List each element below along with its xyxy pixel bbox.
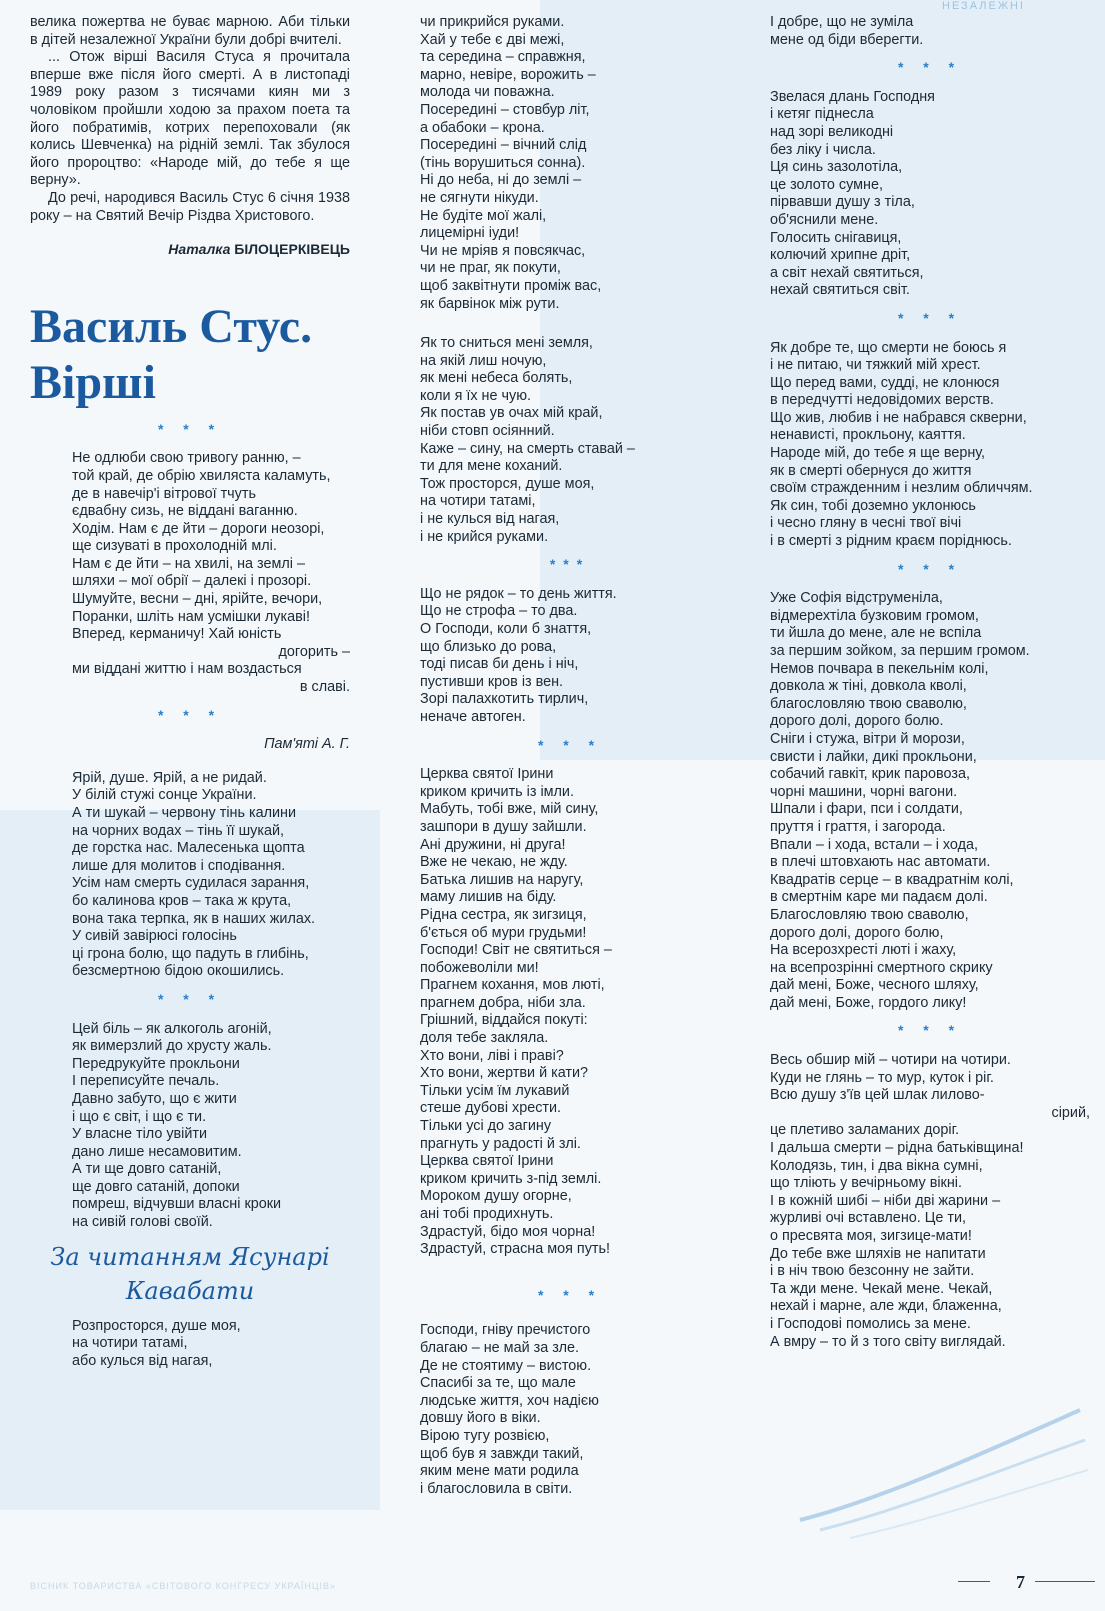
poem-line: Здрастуй, страсна моя путь! xyxy=(420,1241,610,1258)
poem-line: де в навечір'і вітрової тчуть xyxy=(72,485,256,502)
poem-line: Колодязь, тин, і два вікна сумні, xyxy=(770,1157,983,1174)
poem-line: мене од біди вберегти. xyxy=(770,31,924,48)
poem-5 xyxy=(420,335,720,546)
column-3 xyxy=(770,14,1090,1351)
poem-line: дорого долі, дорого болю. xyxy=(770,713,944,730)
poem-line: пірвавши душу з тіла, xyxy=(770,194,915,211)
poem-line: Всю душу з'їв цей шлак лилово- xyxy=(770,1087,985,1104)
poem-line: колючий хрипне дріт, xyxy=(770,247,911,264)
poem-line: в плечі штовхають нас автомати. xyxy=(770,854,991,871)
poem-line: І добре, що не зуміла xyxy=(770,14,914,30)
poem-line: в смертнім каре ми падаєм долі. xyxy=(770,889,988,906)
poem-4-continued xyxy=(420,14,720,313)
stanza-separator: * * * xyxy=(537,1286,603,1303)
poem-line: в передчутті недовідомих верств. xyxy=(770,392,994,409)
wave-decoration xyxy=(790,1390,1090,1540)
poem-line: Квадратів серце – в квадратнім колі, xyxy=(770,871,1014,888)
poem-line: і кетяг піднесла xyxy=(770,106,874,123)
poem-line: Зорі палахкотить тирлич, xyxy=(420,691,589,708)
poem-line: ми віддані життю і нам воздасться xyxy=(72,661,302,678)
poem-line: Що не строфа – то два. xyxy=(420,603,578,620)
heading-line-2: Кавабати xyxy=(125,1276,255,1305)
poem-line: собачий гавкіт, крик паровоза, xyxy=(770,766,970,783)
poem-line: У сивій завірюсі голосінь xyxy=(72,928,237,945)
poem-line: яким мене мати родила xyxy=(420,1463,579,1480)
column-2 xyxy=(420,14,720,1498)
poem-line: вона така терпка, як в наших жилах. xyxy=(72,910,316,927)
poem-line: Вже не чекаю, не жду. xyxy=(420,854,568,871)
poem-line: Що перед вами, судді, не клонюся xyxy=(770,374,1000,391)
poem-line: на сивій голові своїй. xyxy=(72,1214,213,1231)
poem-line: нехай святиться світ. xyxy=(770,282,910,299)
poem-line: своїм стражденним і незлим обличчям. xyxy=(770,480,1033,497)
poem-line: щоб був я завжди такий, xyxy=(420,1445,584,1462)
poem-line: Хто вони, ліві і праві? xyxy=(420,1047,564,1064)
poem-line: і що є світ, і що є ти. xyxy=(72,1108,207,1125)
poem-line: безсмертною бідою окошились. xyxy=(72,963,285,980)
poem-line: ти для мене коханий. xyxy=(420,458,563,475)
poem-line: Куди не глянь – то мур, куток і ріг. xyxy=(770,1069,994,1086)
poem-line: прагнем добра, ніби зла. xyxy=(420,994,586,1011)
poem-line: Тільки усім їм лукавий xyxy=(420,1082,570,1099)
poem-line: молода чи поважна. xyxy=(420,84,555,101)
stanza-separator: * * * xyxy=(897,59,963,76)
stanza-separator: * * * xyxy=(157,990,223,1007)
poem-line: бо калинова кров – така ж крута, xyxy=(72,892,292,909)
poem-line: єдвабну сизь, не віддані ваганню. xyxy=(72,503,298,520)
stanza-separator: * * * xyxy=(537,736,603,753)
poem-line: (тінь ворушиться сонна). xyxy=(420,154,586,171)
poem-line: Впали – і хода, встали – і хода, xyxy=(770,836,979,853)
poem-line: криком кричить із імли. xyxy=(420,783,574,800)
poem-line: Господи! Світ не святиться – xyxy=(420,942,612,959)
poem-line: Що жив, любив і не набрався скверни, xyxy=(770,409,1027,426)
stanza-separator: * * * xyxy=(897,560,963,577)
poem-line: Господи, гніву пречистого xyxy=(420,1322,591,1339)
poem-line: Ця синь зазолотіла, xyxy=(770,159,903,176)
page-number-rule xyxy=(958,1581,990,1582)
poem-line: сірий, xyxy=(1051,1104,1090,1121)
poem-line: Вперед, керманичу! Хай юність xyxy=(72,626,282,643)
intro-paragraph: До речі, народився Василь Стус 6 січня 1938 року – на Святий Вечір Різдва Христового. xyxy=(30,189,350,224)
poem-line: коли я їх не чую. xyxy=(420,387,531,404)
poem-line: журливі очі вставлено. Це ти, xyxy=(770,1210,967,1227)
poem-12 xyxy=(770,1052,1090,1351)
poem-line: У білій стужі сонце України. xyxy=(72,787,257,804)
poem-line: довкола ж тіні, довкола кволі, xyxy=(770,678,967,695)
poem-line: ще сизуваті в прохолодній млі. xyxy=(72,538,277,555)
poem-line: Шумуйте, весни – дні, ярійте, вечори, xyxy=(72,591,323,608)
heading-line-1: За читанням Ясунарі xyxy=(50,1242,330,1271)
poem-line: Уже Софія відструменіла, xyxy=(770,590,943,607)
poem-line: Вірою тугу розвією, xyxy=(420,1427,550,1444)
poem-line: І дальша смерти – рідна батьківщина! xyxy=(770,1140,1024,1157)
column-1 xyxy=(30,14,350,1370)
poem-line: маму лишив на біду. xyxy=(420,889,557,906)
poem-line: Звелася длань Господня xyxy=(770,88,935,105)
poem-line: Передрукуйте прокльони xyxy=(72,1055,240,1072)
stanza-separator: * * * xyxy=(897,309,963,326)
poem-line: У власне тіло увійти xyxy=(72,1126,208,1143)
poem-8 xyxy=(420,1322,720,1498)
poem-line: Мабуть, тобі вже, мій сину, xyxy=(420,801,599,818)
poem-line: на чорних водах – тінь її шукай, xyxy=(72,822,285,839)
poem-line: лише для молитов і сподівання. xyxy=(72,857,286,874)
poem-line: щоб заквітнути проміж вас, xyxy=(420,277,602,294)
intro-text xyxy=(30,14,350,225)
poem-line: стеше дубові хрести. xyxy=(420,1100,562,1117)
poem-line: Розпросторся, душе моя, xyxy=(72,1317,241,1334)
poem-line: ти йшла до мене, але не вспіла xyxy=(770,625,982,642)
stanza-separator: * * * xyxy=(157,420,223,437)
poem-line: Поранки, шліть нам усмішки лукаві! xyxy=(72,608,310,625)
poem-line: пруття і граття, і загорода. xyxy=(770,818,946,835)
poem-line: Не будіте мої жалі, xyxy=(420,207,547,224)
poem-line: ані тобі продихнуть. xyxy=(420,1206,554,1222)
poem-line: що близько до рова, xyxy=(420,638,557,655)
poem-line: Не одлюби свою тривогу ранню, – xyxy=(72,450,301,467)
poem-line: Як син, тобі доземно уклонюсь xyxy=(770,497,976,514)
poem-4 xyxy=(30,1318,350,1371)
poem-line: над зорі великодні xyxy=(770,123,894,140)
poem-line: Батька лишив на наругу, xyxy=(420,871,584,888)
poem-line: як вимерзлий до хрусту жаль. xyxy=(72,1038,272,1055)
poem-line: на чотири татамі, xyxy=(420,493,536,510)
poem-8-continued xyxy=(770,14,1090,49)
signature-first-name: Наталка xyxy=(168,241,235,258)
poem-line: Церква святої Ірини xyxy=(420,766,554,783)
poem-line: А вмру – то й з того світу виглядай. xyxy=(770,1333,1006,1350)
poem-line: і не крийся руками. xyxy=(420,528,549,545)
poem-line: довшу його в віки. xyxy=(420,1410,541,1427)
poem-10 xyxy=(770,340,1090,551)
poem-line: людське життя, хоч надією xyxy=(420,1392,599,1409)
poem-line: А ти ще довго сатаній, xyxy=(72,1161,222,1178)
article-title xyxy=(30,299,350,411)
poem-line: лицемірні іуди! xyxy=(420,225,520,242)
poem-line: Де не стоятиму – вистою. xyxy=(420,1357,592,1374)
poem-line: Як то сниться мені земля, xyxy=(420,335,593,352)
poem-line: доля тебе закляла. xyxy=(420,1030,549,1047)
poem-line: і не питаю, чи тяжкий мій хрест. xyxy=(770,357,981,374)
poem-6 xyxy=(420,586,720,727)
poem-line: Як постав ув очах мій край, xyxy=(420,405,603,422)
title-line-2: Вірші xyxy=(30,355,156,409)
poem-line: а світ нехай святиться, xyxy=(770,264,924,281)
poem-line: як барвінок між рути. xyxy=(420,295,560,312)
poem-line: Ярій, душе. Ярій, а не ридай. xyxy=(72,769,267,786)
poem-line: До тебе вже шляхів не напитати xyxy=(770,1245,986,1262)
poem-line: На всерозхресті люті і жаху, xyxy=(770,942,957,959)
poem-line: Та жди мене. Чекай мене. Чекай, xyxy=(770,1280,993,1297)
poem-line: неначе автоген. xyxy=(420,708,526,725)
poem-line: той край, де обрію хвиляста каламуть, xyxy=(72,467,331,484)
poem-line: Давно забуто, що є жити xyxy=(72,1090,237,1107)
page-number: 7 xyxy=(1016,1572,1025,1592)
poem-line: як мені небеса болять, xyxy=(420,370,573,387)
poem-line: на якій лиш ночую, xyxy=(420,352,547,369)
footer-text: ВІСНИК ТОВАРИСТВА «СВІТОВОГО КОНГРЕСУ УКРАЇНЦІВ» xyxy=(30,1581,337,1591)
poem-9 xyxy=(770,89,1090,300)
intro-paragraph: велика пожертва не буває марною. Аби тільки в дітей незалежної України були добрі вчителі. xyxy=(30,14,350,48)
title-line-1: Василь Стус. xyxy=(30,299,313,353)
poem-line: Весь обшир мій – чотири на чотири. xyxy=(770,1052,1011,1069)
poem-line: ненависті, прокльону, каяття. xyxy=(770,427,966,444)
poem-line: а обабоки – крона. xyxy=(420,119,545,136)
poem-line: тоді писав би день і ніч, xyxy=(420,656,579,673)
poem-line: це золото сумне, xyxy=(770,176,883,193)
poem-line: ніби стовп осіянний. xyxy=(420,423,555,440)
poem-line: Благословляю твою сваволю, xyxy=(770,906,969,923)
poem-line: Спасибі за те, що мале xyxy=(420,1375,576,1392)
poem-line: Церква святої Ірини xyxy=(420,1153,554,1170)
poem-1 xyxy=(30,450,350,696)
poem-line: Цей біль – як алкоголь агоній, xyxy=(72,1020,272,1037)
poem-line: Посередині – стовбур літ, xyxy=(420,101,590,118)
poem-line: Ані дружини, ні друга! xyxy=(420,836,566,853)
poem-line: Рідна сестра, як зигзиця, xyxy=(420,906,587,923)
poem-line: помреш, відчувши власні кроки xyxy=(72,1196,282,1213)
poem-line: Як добре те, що смерти не боюсь я xyxy=(770,339,1007,356)
poem-line: це плетиво заламаних доріг. xyxy=(770,1122,960,1139)
poem-line: благословляю твою сваволю, xyxy=(770,695,967,712)
poem-line: не сягнути нікуди. xyxy=(420,189,539,206)
stanza-separator: * * * xyxy=(897,1022,963,1039)
poem-line: свисти і лайки, дикі прокльони, xyxy=(770,748,977,765)
stanza-separator: * * * xyxy=(157,706,223,723)
poem-line: Грішний, віддайся покуті: xyxy=(420,1012,588,1029)
poem-line: Що не рядок – то день життя. xyxy=(420,585,617,602)
poem-line: шляхи – мої обрії – далекі і прозорі. xyxy=(72,573,312,590)
poem-line: побожеволіли ми! xyxy=(420,959,539,976)
poem-line: в славі. xyxy=(299,679,350,696)
poem-line: зашпори в душу зайшли. xyxy=(420,818,587,835)
poem-line: на всепрозрінні смертного скрику xyxy=(770,959,993,976)
poem-line: Ходім. Нам є де йти – дороги неозорі, xyxy=(72,520,325,537)
poem-line: ці грона болю, що падуть в глибінь, xyxy=(72,945,309,962)
poem-line: що тліють у вечірньому вікні. xyxy=(770,1175,962,1192)
poem-line: Тож просторся, душе моя, xyxy=(420,475,595,492)
signature-surname: БІЛОЦЕРКІВЕЦЬ xyxy=(234,241,350,258)
poem-line: і в смерті з рідним краєм поріднюсь. xyxy=(770,533,1012,550)
poem-line: і чесно гляну в чесні твої вічі xyxy=(770,515,962,532)
poem-line: Нам є де йти – на хвилі, на землі – xyxy=(72,555,305,572)
poem-line: об'яснили мене. xyxy=(770,211,879,228)
poem-line: Народе мій, до тебе я ще верну, xyxy=(770,445,986,462)
poem-2 xyxy=(30,770,350,981)
poem-line: Голосить снігавиця, xyxy=(770,229,902,246)
poem-line: Посередині – вічний слід xyxy=(420,137,587,154)
poem-line: відмерехтіла бузковим громом, xyxy=(770,607,979,624)
poem-line: та середина – справжня, xyxy=(420,49,586,66)
poem-heading xyxy=(30,1240,350,1308)
poem-line: як в смерті обернуся до життя xyxy=(770,462,972,479)
poem-line: о пресвята моя, зигзице-мати! xyxy=(770,1228,972,1244)
poem-line: і Господові помолись за мене. xyxy=(770,1315,971,1332)
dedication: Пам'яті А. Г. xyxy=(264,736,350,753)
poem-line: Каже – сину, на смерть ставай – xyxy=(420,440,635,457)
poem-line: Сніги і стужа, вітри й морози, xyxy=(770,730,965,747)
poem-line: або кулься від нагая, xyxy=(72,1352,213,1369)
poem-line: нехай і марне, але жди, блаженна, xyxy=(770,1298,1002,1315)
poem-line: дано лише несамовитим. xyxy=(72,1143,242,1160)
poem-line: на чотири татамі, xyxy=(72,1335,188,1352)
poem-line: дай мені, Боже, чесного шляху, xyxy=(770,977,979,994)
poem-line: Усім нам смерть судилася зарання, xyxy=(72,875,310,892)
stanza-gap xyxy=(420,313,720,335)
poem-line: і не кулься від нагая, xyxy=(420,511,560,528)
poem-line: криком кричить з-під землі. xyxy=(420,1170,602,1187)
poem-line: б'ється об мури грудьми! xyxy=(420,924,587,941)
poem-line: пустивши кров із вен. xyxy=(420,673,564,690)
poem-11 xyxy=(770,590,1090,1012)
poem-line: І в кожній шибі – ніби дві жарини – xyxy=(770,1192,1001,1209)
poem-line: Чи не мріяв я повсякчас, xyxy=(420,242,586,259)
poem-line: Тільки усі до загину xyxy=(420,1118,552,1135)
poem-line: І переписуйте печаль. xyxy=(72,1073,220,1090)
poem-line: догорить – xyxy=(278,643,350,660)
poem-line: і благословила в світи. xyxy=(420,1480,573,1497)
poem-line: ще довго сатаній, допоки xyxy=(72,1178,240,1195)
poem-7 xyxy=(420,766,720,1259)
poem-line: чи не праг, як покути, xyxy=(420,260,561,277)
author-signature xyxy=(30,241,350,259)
poem-3 xyxy=(30,1021,350,1232)
poem-line: благаю – не май за зле. xyxy=(420,1339,580,1356)
running-header: НЕЗАЛЕЖНІ xyxy=(942,0,1025,12)
poem-line: Хай у тебе є дві межі, xyxy=(420,31,565,48)
poem-line: прагнуть у радості й злі. xyxy=(420,1135,581,1152)
poem-line: і в ніч твою безсонну не зайти. xyxy=(770,1263,975,1280)
poem-line: марно, невіре, ворожить – xyxy=(420,66,596,83)
poem-line: Прагнем кохання, мов люті, xyxy=(420,977,605,994)
poem-line: Ні до неба, ні до землі – xyxy=(420,172,582,189)
poem-line: Здрастуй, бідо моя чорна! xyxy=(420,1223,596,1240)
poem-line: Хто вони, жертви й кати? xyxy=(420,1065,589,1082)
poem-line: чорні машини, чорні вагони. xyxy=(770,783,958,800)
poem-line: Мороком душу огорне, xyxy=(420,1188,572,1205)
poem-line: О Господи, коли б знаття, xyxy=(420,621,592,637)
poem-line: Шпали і фари, пси і солдати, xyxy=(770,801,963,818)
poem-line: Немов почвара в пекельнім колі, xyxy=(770,660,989,677)
poem-line: без ліку і числа. xyxy=(770,141,876,158)
poem-line: дорого долі, дорого болю, xyxy=(770,924,944,941)
page-number-rule xyxy=(1035,1581,1095,1582)
poem-line: А ти шукай – червону тінь калини xyxy=(72,805,297,821)
stanza-separator: *** xyxy=(549,556,591,573)
poem-line: чи прикрийся руками. xyxy=(420,14,565,30)
intro-paragraph: ... Отож вірші Василя Стуса я прочитала вперше вже після його смерті. А в листопаді 1989 року разом з тисячами киян ми з чоловіком пройшли ходою за прахом поета та його побратимів, котрих перепоховали (як колись Шевченка) на рідній землі. Так збулося його пророцтво: «Народе мій, до тебе я ще верну». xyxy=(30,49,350,189)
poem-line: дай мені, Боже, гордого лику! xyxy=(770,994,967,1011)
poem-line: де горстка нас. Малесенька щопта xyxy=(72,840,305,857)
poem-line: за першим зойком, за першим громом. xyxy=(770,643,1030,659)
